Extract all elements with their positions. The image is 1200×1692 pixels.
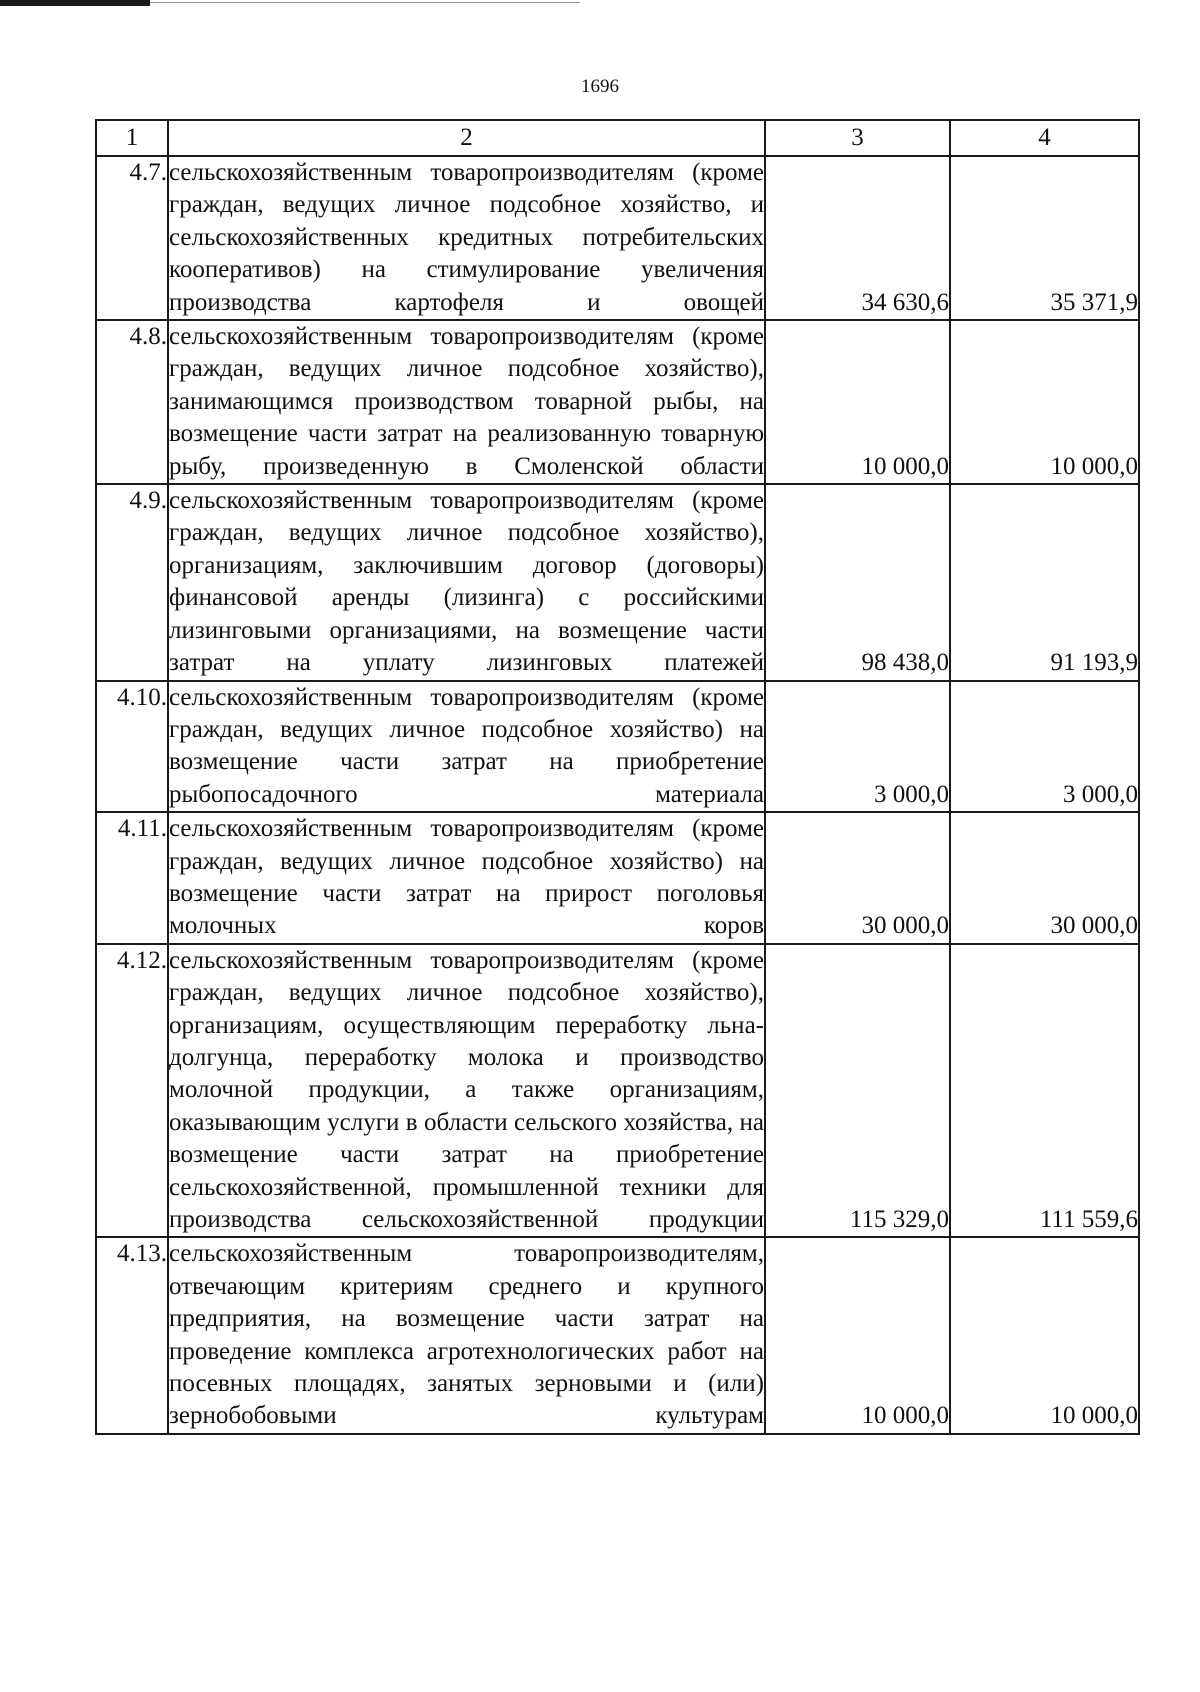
header-col-2: 2 bbox=[168, 120, 765, 156]
row-value-col4: 35 371,9 bbox=[950, 156, 1139, 320]
row-value-col3: 30 000,0 bbox=[765, 812, 950, 944]
row-value-col3: 98 438,0 bbox=[765, 484, 950, 680]
row-description: сельскохозяйственным товаропроизводителям, отвечающим критериям среднего и крупного предприятия, на возмещение части затрат на проведение комплекса агротехнологических работ на посевных площадях, занятых зерновыми и (или) зернобобовыми культурам bbox=[168, 1237, 765, 1433]
table-row bbox=[96, 320, 1139, 484]
row-description: сельскохозяйственным товаропроизводителям (кроме граждан, ведущих личное подсобное хозяйство), занимающимся производством товарной рыбы, на возмещение части затрат на реализованную товарную рыбу, произведенную в Смоленской области bbox=[168, 320, 765, 484]
row-value-col3: 10 000,0 bbox=[765, 1237, 950, 1433]
row-number: 4.7. bbox=[96, 156, 168, 320]
header-col-1: 1 bbox=[96, 120, 168, 156]
row-value-col4: 10 000,0 bbox=[950, 1237, 1139, 1433]
row-value-col4: 30 000,0 bbox=[950, 812, 1139, 944]
row-value-col4: 3 000,0 bbox=[950, 681, 1139, 813]
row-value-col4: 10 000,0 bbox=[950, 320, 1139, 484]
table-header-row bbox=[96, 120, 1139, 156]
row-number: 4.10. bbox=[96, 681, 168, 813]
table-row bbox=[96, 1237, 1139, 1433]
row-value-col3: 3 000,0 bbox=[765, 681, 950, 813]
row-value-col3: 34 630,6 bbox=[765, 156, 950, 320]
header-col-4: 4 bbox=[950, 120, 1139, 156]
row-description: сельскохозяйственным товаропроизводителям (кроме граждан, ведущих личное подсобное хозяйство), организациям, осуществляющим переработку льна-долгунца, переработку молока и производство молочной продукции, а также организациям, оказывающим услуги в области сельского хозяйства, на возмещение части затрат на приобретение сельскохозяйственной, промышленной техники для производства сельскохозяйственной продукции bbox=[168, 944, 765, 1238]
row-value-col4: 111 559,6 bbox=[950, 944, 1139, 1238]
table-row bbox=[96, 681, 1139, 813]
row-value-col3: 10 000,0 bbox=[765, 320, 950, 484]
row-description: сельскохозяйственным товаропроизводителям (кроме граждан, ведущих личное подсобное хозяйство) на возмещение части затрат на приобретение рыбопосадочного материала bbox=[168, 681, 765, 813]
scan-edge-mark bbox=[0, 0, 150, 6]
row-number: 4.8. bbox=[96, 320, 168, 484]
scan-edge-line bbox=[150, 2, 580, 3]
row-number: 4.12. bbox=[96, 944, 168, 1238]
row-number: 4.13. bbox=[96, 1237, 168, 1433]
row-value-col3: 115 329,0 bbox=[765, 944, 950, 1238]
row-description: сельскохозяйственным товаропроизводителям (кроме граждан, ведущих личное подсобное хозяйство, и сельскохозяйственных кредитных потребительских кооперативов) на стимулирование увеличения производства картофеля и овощей bbox=[168, 156, 765, 320]
table-row bbox=[96, 944, 1139, 1238]
budget-table bbox=[95, 119, 1140, 1435]
row-number: 4.11. bbox=[96, 812, 168, 944]
table-row bbox=[96, 156, 1139, 320]
row-description: сельскохозяйственным товаропроизводителям (кроме граждан, ведущих личное подсобное хозяйство), организациям, заключившим договор (договоры) финансовой аренды (лизинга) с российскими лизинговыми организациями, на возмещение части затрат на уплату лизинговых платежей bbox=[168, 484, 765, 680]
table-row bbox=[96, 484, 1139, 680]
row-description: сельскохозяйственным товаропроизводителям (кроме граждан, ведущих личное подсобное хозяйство) на возмещение части затрат на прирост поголовья молочных коров bbox=[168, 812, 765, 944]
row-value-col4: 91 193,9 bbox=[950, 484, 1139, 680]
page-number: 1696 bbox=[581, 76, 619, 97]
table-row bbox=[96, 812, 1139, 944]
row-number: 4.9. bbox=[96, 484, 168, 680]
header-col-3: 3 bbox=[765, 120, 950, 156]
